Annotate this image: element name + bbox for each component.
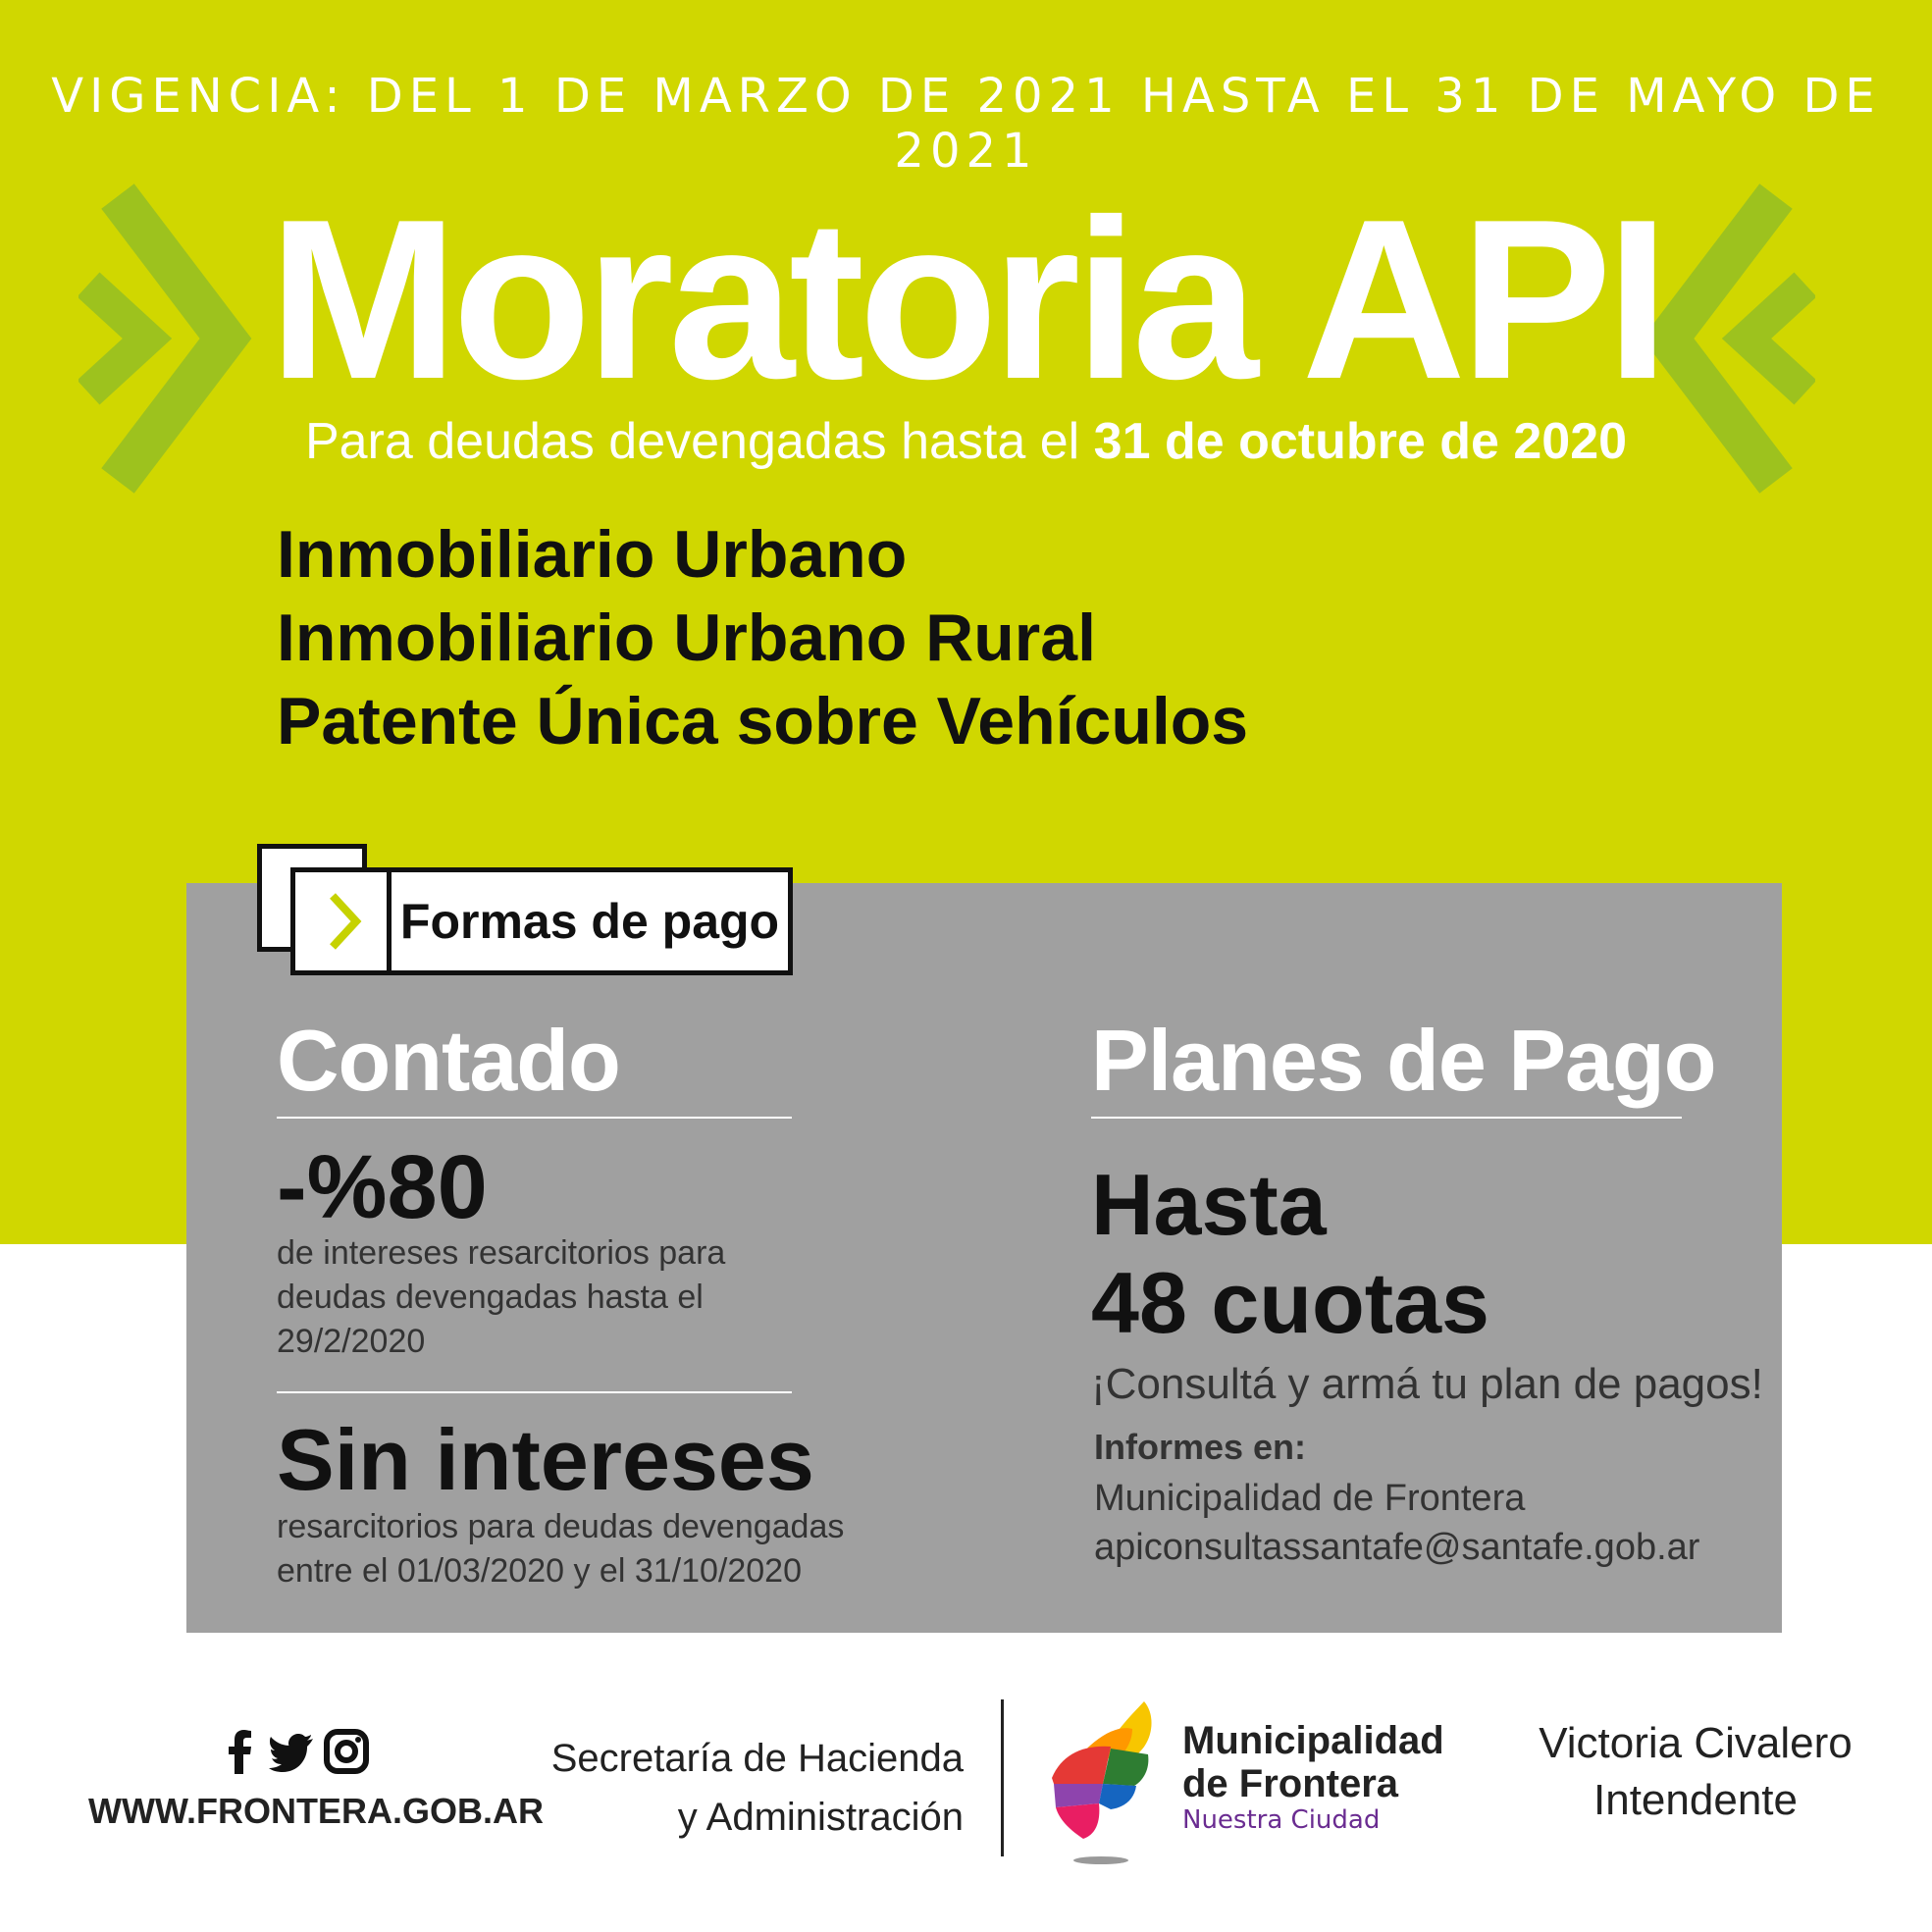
subtitle: [0, 412, 1932, 471]
sin-intereses-description: [277, 1505, 844, 1593]
cuotas-text: 48 cuotas: [1091, 1254, 1489, 1351]
secretaria-line: y Administración: [677, 1796, 964, 1839]
tab-icon-box: [290, 867, 396, 975]
tax-item: Inmobiliario Urbano Rural: [277, 600, 1096, 675]
social-icons: [218, 1727, 375, 1776]
facebook-icon[interactable]: [218, 1727, 257, 1776]
tax-item: Patente Única sobre Vehículos: [277, 684, 1249, 758]
chevron-right-icon: [295, 872, 392, 970]
instagram-icon[interactable]: [324, 1729, 369, 1774]
contado-divider: [277, 1117, 792, 1119]
secretaria-text: [549, 1729, 964, 1847]
mayor-title: Intendente: [1593, 1776, 1798, 1824]
discount-value: -%80: [277, 1137, 488, 1237]
planes-divider: [1091, 1117, 1682, 1119]
planes-heading: Planes de Pago: [1091, 1012, 1716, 1109]
validity-text: VIGENCIA: DEL 1 DE MARZO DE 2021 HASTA EL 31 DE MAYO DE 2021: [51, 69, 1881, 179]
sin-intereses-line: entre el 01/03/2020 y el 31/10/2020: [277, 1552, 802, 1590]
mayor-credit: [1519, 1715, 1872, 1829]
informes-email[interactable]: apiconsultassantafe@santafe.gob.ar: [1094, 1527, 1700, 1568]
municipality-line: Municipalidad: [1182, 1719, 1444, 1762]
subtitle-date: 31 de octubre de 2020: [1093, 413, 1628, 470]
informes-municipality: Municipalidad de Frontera: [1094, 1478, 1526, 1519]
tax-item: Inmobiliario Urbano: [277, 517, 908, 592]
hasta-text: Hasta: [1091, 1156, 1327, 1253]
informes-label: Informes en:: [1094, 1427, 1307, 1467]
plan-cta: ¡Consultá y armá tu plan de pagos!: [1091, 1360, 1763, 1408]
sin-intereses-heading: Sin intereses: [277, 1411, 814, 1508]
contado-heading: Contado: [277, 1012, 620, 1109]
informes-contacts: [1094, 1474, 1699, 1572]
secretaria-line: Secretaría de Hacienda: [550, 1737, 964, 1780]
footer-divider: [1001, 1699, 1004, 1856]
mayor-name: Victoria Civalero: [1539, 1719, 1853, 1767]
website-link[interactable]: WWW.FRONTERA.GOB.AR: [88, 1791, 544, 1831]
municipality-logo: [1042, 1697, 1160, 1869]
page-title: Moratoria API: [268, 173, 1664, 427]
discount-line: deudas devengadas hasta el: [277, 1279, 704, 1316]
subtitle-prefix: Para deudas devengadas hasta el: [304, 413, 1094, 470]
contado-divider-2: [277, 1391, 792, 1393]
twitter-icon[interactable]: [267, 1727, 316, 1776]
discount-line: 29/2/2020: [277, 1323, 426, 1360]
municipality-line: de Frontera: [1182, 1762, 1399, 1805]
municipality-name: [1182, 1719, 1444, 1805]
discount-line: de intereses resarcitorios para: [277, 1234, 726, 1272]
payment-tab-label: Formas de pago: [387, 867, 793, 975]
municipality-slogan: Nuestra Ciudad: [1182, 1805, 1381, 1835]
sin-intereses-line: resarcitorios para deudas devengadas: [277, 1508, 845, 1545]
discount-description: [277, 1231, 725, 1364]
